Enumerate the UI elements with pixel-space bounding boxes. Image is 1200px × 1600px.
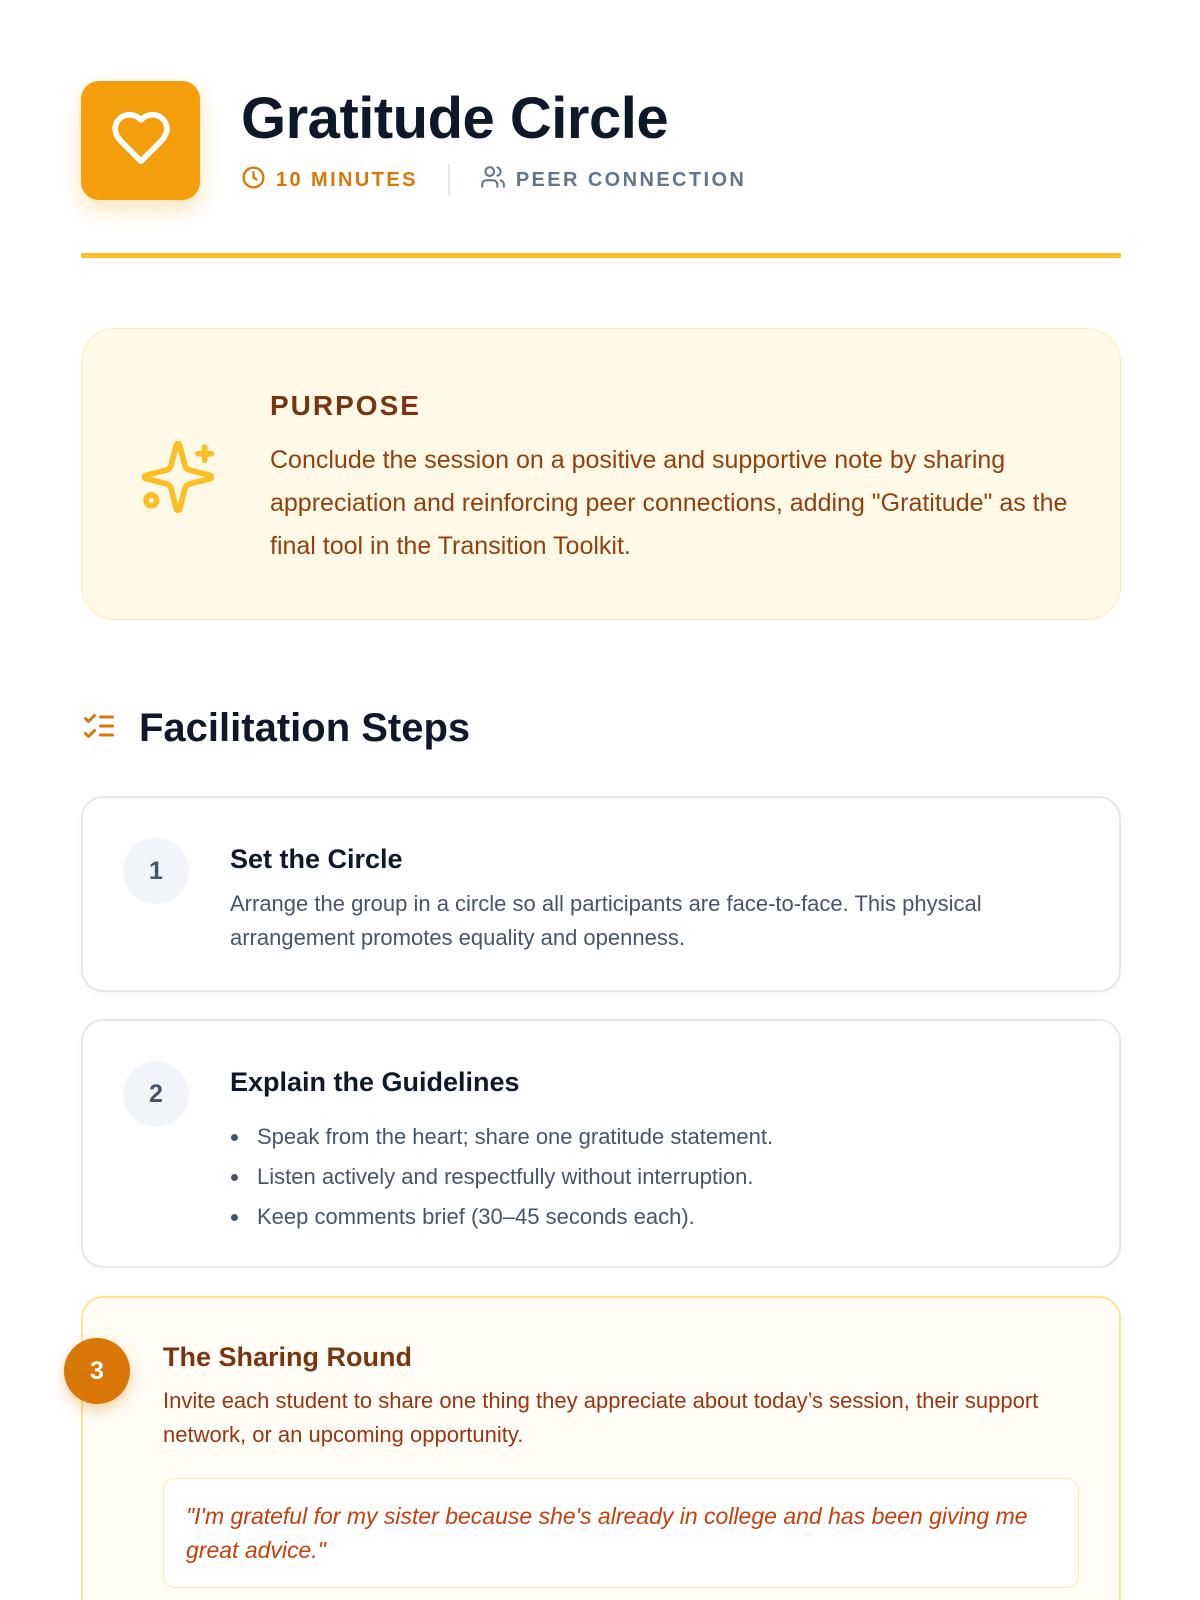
step-number: 3 [64,1338,130,1404]
step-number: 2 [123,1061,189,1127]
steps-section-heading [81,700,470,756]
step-card [81,1019,1121,1268]
heart-icon [110,107,172,174]
list-item: Keep comments brief (30–45 seconds each). [230,1197,773,1237]
step-title: The Sharing Round [163,1342,412,1372]
example-quote-box [163,1478,1079,1588]
step-description: Invite each student to share one thing they appreciate about today’s session, their support network, or an upcoming opportunity. [163,1388,1039,1447]
step-card [81,796,1121,992]
step-number: 1 [123,838,189,904]
activity-type-label: PEER CONNECTION [515,168,747,191]
activity-logo [81,81,200,200]
list-checks-icon [81,708,139,749]
list-item: Speak from the heart; share one gratitude statement. [230,1117,773,1157]
step-card-highlighted [81,1296,1121,1600]
step-title: Explain the Guidelines [230,1067,520,1097]
purpose-text: Conclude the session on a positive and supportive note by sharing appreciation and reinforcing peer connections, adding "Gratitude" as the final tool in the Transition Toolkit. [270,446,1068,560]
page-title: Gratitude Circle [241,86,669,151]
clock-icon [241,165,276,196]
list-item: Listen actively and respectfully without interruption. [230,1157,773,1197]
step-description: Arrange the group in a circle so all participants are face-to-face. This physical arrangement promotes equality and openness. [230,891,982,950]
example-quote: "I'm grateful for my sister because she's already in college and has been giving me great advice." [186,1503,1028,1563]
step-title: Set the Circle [230,844,403,874]
users-icon [480,164,516,196]
guidelines-list [230,1117,773,1237]
sparkle-icon [138,437,218,522]
purpose-label: PURPOSE [270,390,421,421]
duration-label: 10 MINUTES [276,168,418,191]
purpose-callout [81,328,1121,620]
steps-title: Facilitation Steps [139,705,471,750]
activity-header [81,81,1121,261]
meta-divider [448,164,450,196]
activity-meta [241,164,746,196]
activity-type-badge [480,164,746,196]
header-divider [81,253,1121,258]
duration-badge [241,165,418,196]
